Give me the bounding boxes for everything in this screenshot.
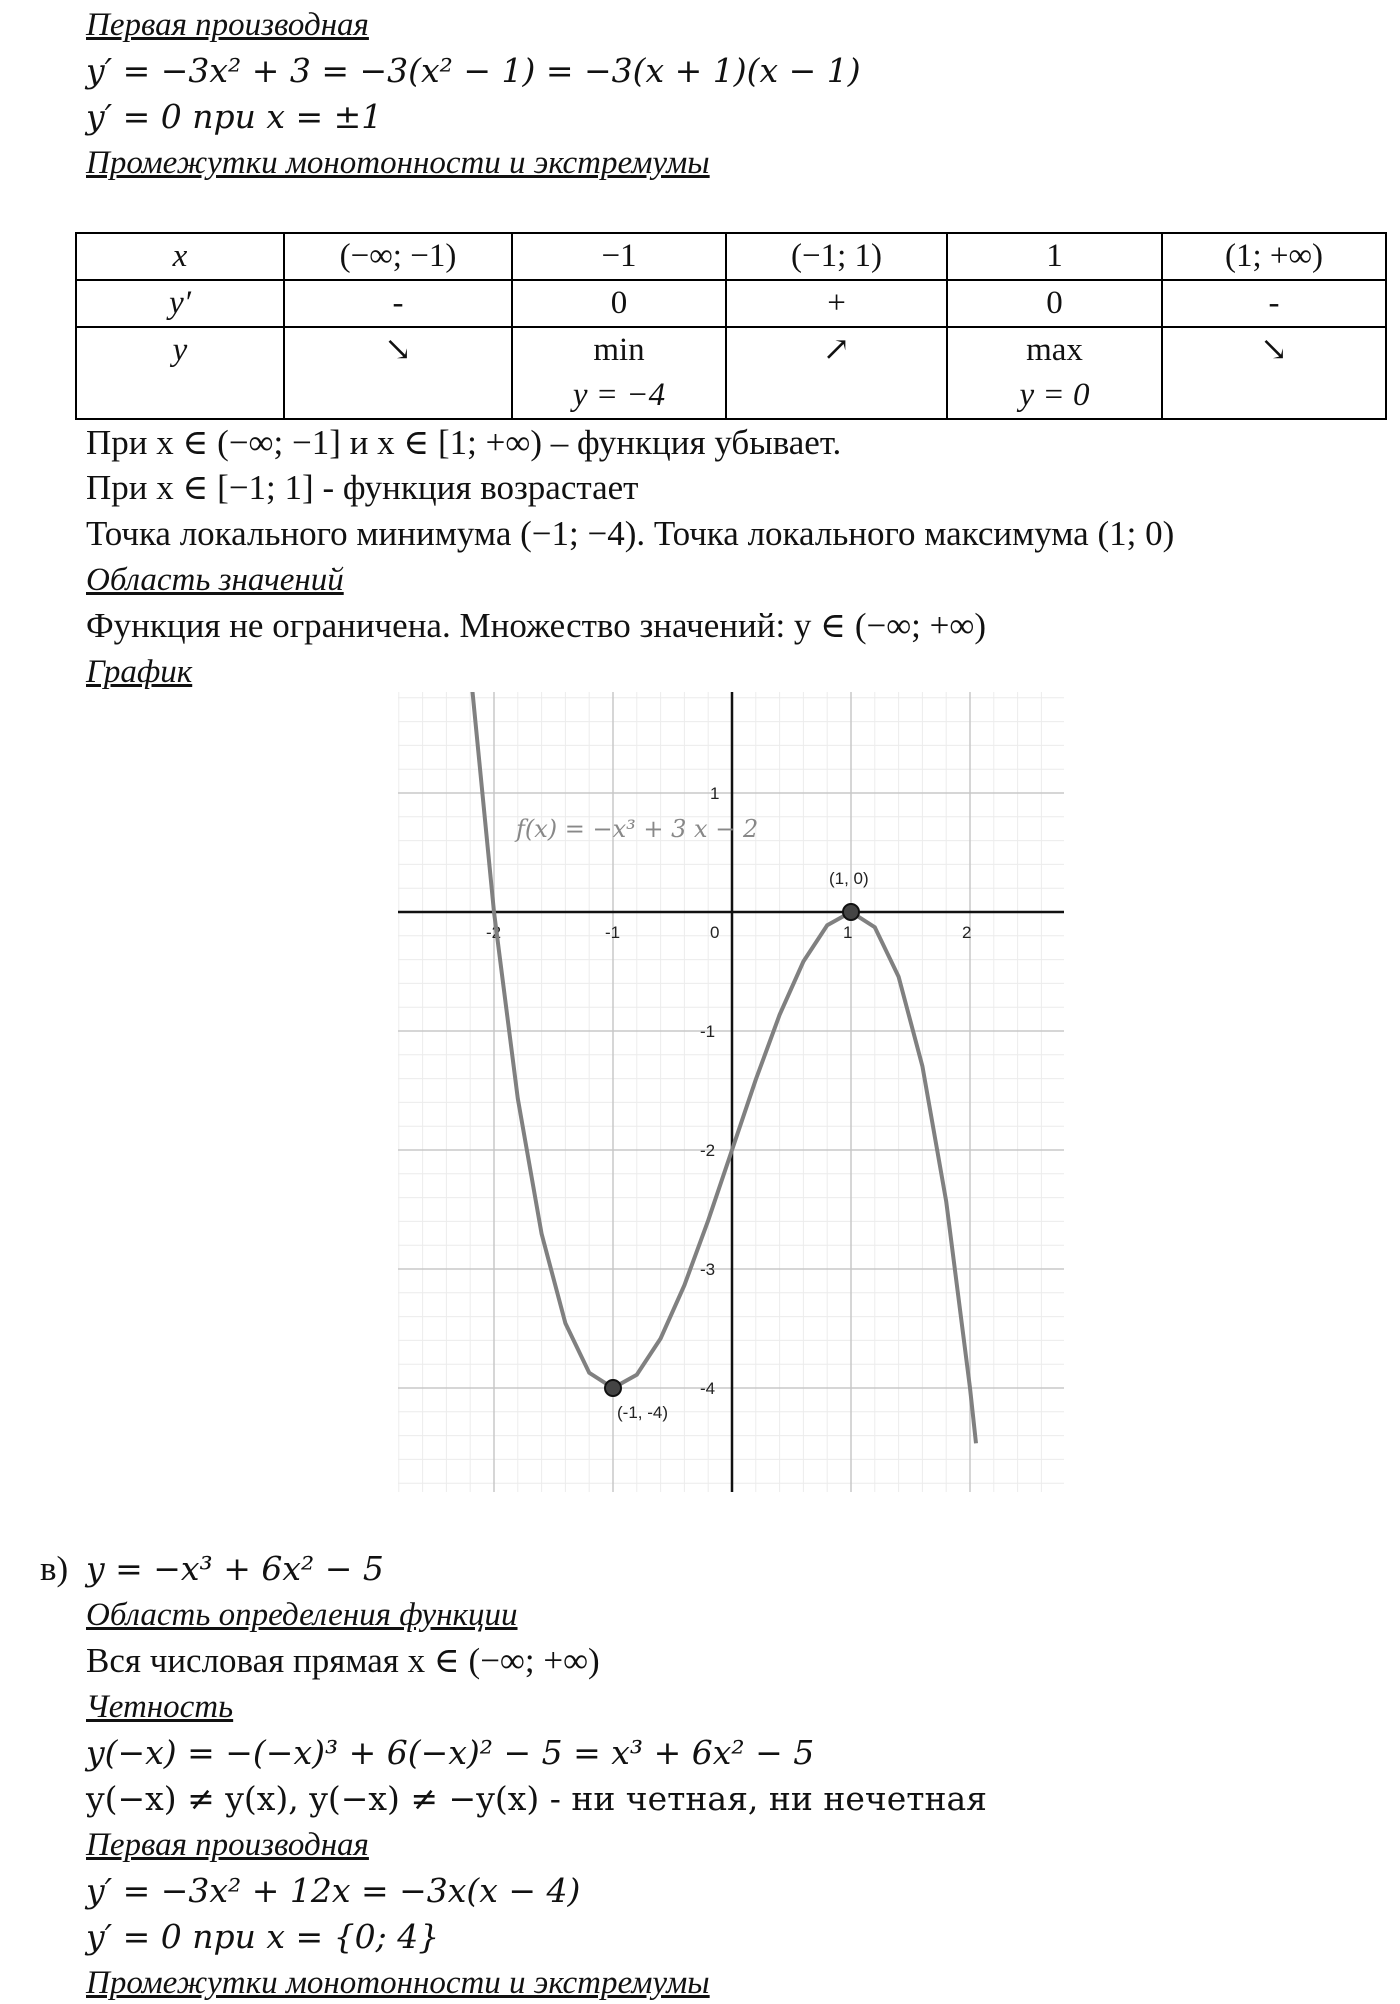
table-cell: x — [76, 233, 284, 280]
derivative-zero: y′ = 0 при x = ±1 — [86, 97, 383, 136]
point-label: (-1, -4) — [617, 1403, 668, 1422]
x-tick-label: 1 — [843, 923, 853, 942]
parity-conclusion: y(−x) ≠ y(x), y(−x) ≠ −y(x) - ни четная, ни нечетная — [86, 1779, 987, 1818]
heading-monotonic-c: Промежутки монотонности и экстремумы — [86, 1965, 710, 2001]
decrease-text: При x ∈ (−∞; −1] и x ∈ [1; +∞) – функция убывает. — [86, 423, 842, 462]
derivative-formula: y′ = −3x² + 3 = −3(x² − 1) = −3(x + 1)(x − 1) — [86, 51, 861, 90]
x-tick-label: 0 — [710, 923, 720, 942]
table-row — [76, 327, 1386, 419]
table-cell: 1 — [947, 233, 1162, 280]
heading-first-derivative: Первая производная — [86, 7, 369, 43]
table-row — [76, 233, 1386, 280]
heading-domain: Область определения функции — [86, 1597, 518, 1633]
table-cell: min y = −4 — [512, 327, 726, 419]
function-c: y = −x³ + 6x² − 5 — [86, 1549, 384, 1588]
table-cell: y′ — [76, 280, 284, 327]
heading-monotonic: Промежутки монотонности и экстремумы — [86, 145, 710, 181]
y-tick-label: -3 — [700, 1260, 716, 1279]
extrema-text: Точка локального минимума (−1; −4). Точка локального максимума (1; 0) — [86, 514, 1175, 553]
point-label: (1, 0) — [829, 869, 869, 888]
table-cell: (−∞; −1) — [284, 233, 512, 280]
table-cell: 0 — [947, 280, 1162, 327]
x-tick-label: 2 — [962, 923, 972, 942]
y-tick-label: -1 — [700, 1022, 716, 1041]
heading-parity: Четность — [86, 1689, 234, 1725]
heading-graph: График — [86, 654, 193, 690]
extremum-point — [605, 1380, 621, 1396]
derivative-formula-c: y′ = −3x² + 12x = −3x(x − 4) — [86, 1871, 581, 1910]
heading-first-derivative-c: Первая производная — [86, 1827, 369, 1863]
table-cell: max y = 0 — [947, 327, 1162, 419]
table-cell: - — [1162, 280, 1386, 327]
table-cell: ↗ — [726, 327, 947, 419]
axes — [398, 692, 1064, 1492]
table-cell: y — [76, 327, 284, 419]
derivative-zero-c: y′ = 0 при x = {0; 4} — [86, 1917, 440, 1956]
parity-formula: y(−x) = −(−x)³ + 6(−x)² − 5 = x³ + 6x² − 5 — [86, 1733, 815, 1772]
x-tick-label: -1 — [605, 923, 621, 942]
function-curve — [470, 692, 976, 1443]
y-tick-label: -2 — [700, 1141, 716, 1160]
extremum-point — [843, 904, 859, 920]
heading-range: Область значений — [86, 562, 344, 598]
range-text: Функция не ограничена. Множество значений: y ∈ (−∞; +∞) — [86, 606, 987, 645]
increase-text: При x ∈ [−1; 1] - функция возрастает — [86, 468, 639, 507]
item-marker: в) — [40, 1549, 69, 1588]
y-tick-label: -4 — [700, 1379, 716, 1398]
table-cell: ↘ — [284, 327, 512, 419]
table-cell: - — [284, 280, 512, 327]
table-cell: (1; +∞) — [1162, 233, 1386, 280]
extremum-points — [605, 869, 869, 1422]
table-cell: + — [726, 280, 947, 327]
table-cell: 0 — [512, 280, 726, 327]
table-cell: (−1; 1) — [726, 233, 947, 280]
domain-text: Вся числовая прямая x ∈ (−∞; +∞) — [86, 1641, 600, 1680]
y-tick-label: 1 — [710, 784, 720, 803]
monotonicity-table — [75, 232, 1387, 420]
table-row — [76, 280, 1386, 327]
table-cell: −1 — [512, 233, 726, 280]
function-graph — [398, 692, 1064, 1492]
table-cell: ↘ — [1162, 327, 1386, 419]
x-tick-label: -2 — [486, 923, 502, 942]
function-label: f(x) = −x³ + 3 x − 2 — [516, 815, 759, 843]
